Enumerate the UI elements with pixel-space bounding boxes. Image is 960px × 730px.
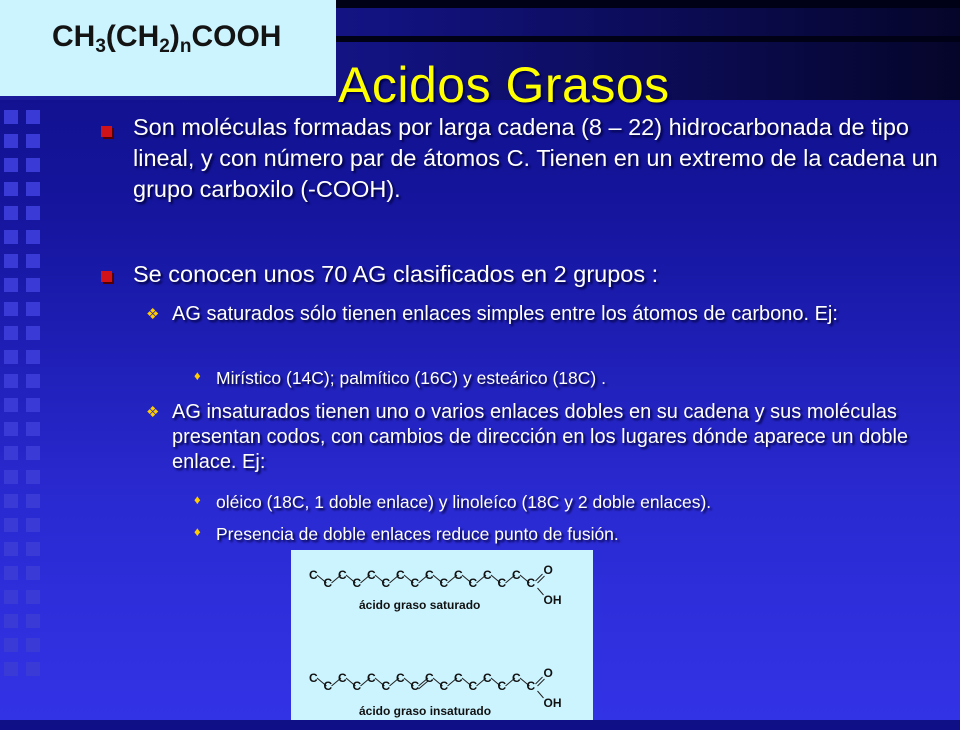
carbon-atom: C <box>439 679 449 693</box>
carbon-atom: C <box>309 671 318 685</box>
carbon-atom: C <box>483 671 492 685</box>
carbonyl-bond <box>536 677 543 684</box>
carbon-atom: C <box>497 679 507 693</box>
oxygen-atom: O <box>543 563 553 577</box>
small-diamond-bullet-icon: ♦ <box>194 492 201 507</box>
carbon-atom: C <box>367 671 376 685</box>
carbon-atom: C <box>425 671 434 685</box>
carbon-atom: C <box>381 679 391 693</box>
carbon-atom: C <box>512 671 521 685</box>
carbon-atom: C <box>526 679 536 693</box>
carbon-atom: C <box>352 576 362 590</box>
slide-title: Acidos Grasos <box>338 57 670 113</box>
sub-bullet-text: AG saturados sólo tienen enlaces simples entre los átomos de carbono. Ej: <box>172 303 838 325</box>
carbon-atom: C <box>309 568 318 582</box>
sub-bullet-text: AG insaturados tienen uno o varios enlaces dobles en su cadena y sus moléculas presentan codos, con cambios de dirección en los lugares dónde aparece un doble enlace. Ej: <box>172 401 909 473</box>
sub-sub-bullet-text: Mirístico (14C); palmítico (16C) y esteárico (18C) . <box>216 368 606 388</box>
fatty-acid-structures <box>291 550 593 720</box>
sub-sub-bullet-text: oléico (18C, 1 doble enlace) y linoleíco (18C y 2 doble enlaces). <box>216 492 712 512</box>
general-formula: $CH_3(CH_2)_nCOOH$ <box>52 20 282 57</box>
carbonyl-bond <box>538 679 545 686</box>
carbon-atom: C <box>367 568 376 582</box>
saturated-label: ácido graso saturado <box>359 598 481 612</box>
small-diamond-bullet-icon: ♦ <box>194 368 201 383</box>
carbon-atom: C <box>352 679 362 693</box>
carbon-atom: C <box>396 671 405 685</box>
carbon-atom: C <box>526 576 536 590</box>
carbon-atom: C <box>439 576 449 590</box>
square-bullet-icon <box>101 271 112 282</box>
carbon-atom: C <box>454 671 463 685</box>
carbon-atom: C <box>483 568 492 582</box>
carbonyl-bond <box>536 574 543 581</box>
carbonyl-bond <box>538 576 545 583</box>
carbon-atom: C <box>410 679 420 693</box>
hydroxyl-group: OH <box>543 593 562 607</box>
carbon-atom: C <box>454 568 463 582</box>
small-diamond-bullet-icon: ♦ <box>194 524 201 539</box>
diamond-bullet-icon: ❖ <box>146 404 160 421</box>
hydroxyl-group: OH <box>543 696 562 710</box>
carbon-atom: C <box>497 576 507 590</box>
sub-sub-bullet-text: Presencia de doble enlaces reduce punto de fusión. <box>216 524 619 544</box>
carbon-atom: C <box>396 568 405 582</box>
oxygen-atom: O <box>543 666 553 680</box>
carbon-atom: C <box>410 576 420 590</box>
bullet-text: Son moléculas formadas por larga cadena (8 – 22) hidrocarbonada de tipo lineal, y con número par de átomos C. Tienen en un extremo de la cadena un grupo carboxilo (-COOH). <box>133 114 938 202</box>
carbon-atom: C <box>338 568 347 582</box>
square-bullet-icon <box>101 126 112 137</box>
carbon-atom: C <box>468 576 478 590</box>
carbon-atom: C <box>338 671 347 685</box>
unsaturated-label: ácido graso insaturado <box>359 704 492 718</box>
carbon-atom: C <box>323 576 333 590</box>
carbon-atom: C <box>425 568 434 582</box>
carbon-atom: C <box>381 576 391 590</box>
diamond-bullet-icon: ❖ <box>146 306 160 323</box>
structures-drawing <box>291 550 593 720</box>
carbon-atom: C <box>468 679 478 693</box>
carbon-atom: C <box>323 679 333 693</box>
bullet-text: Se conocen unos 70 AG clasificados en 2 grupos : <box>133 261 659 287</box>
carbon-atom: C <box>512 568 521 582</box>
